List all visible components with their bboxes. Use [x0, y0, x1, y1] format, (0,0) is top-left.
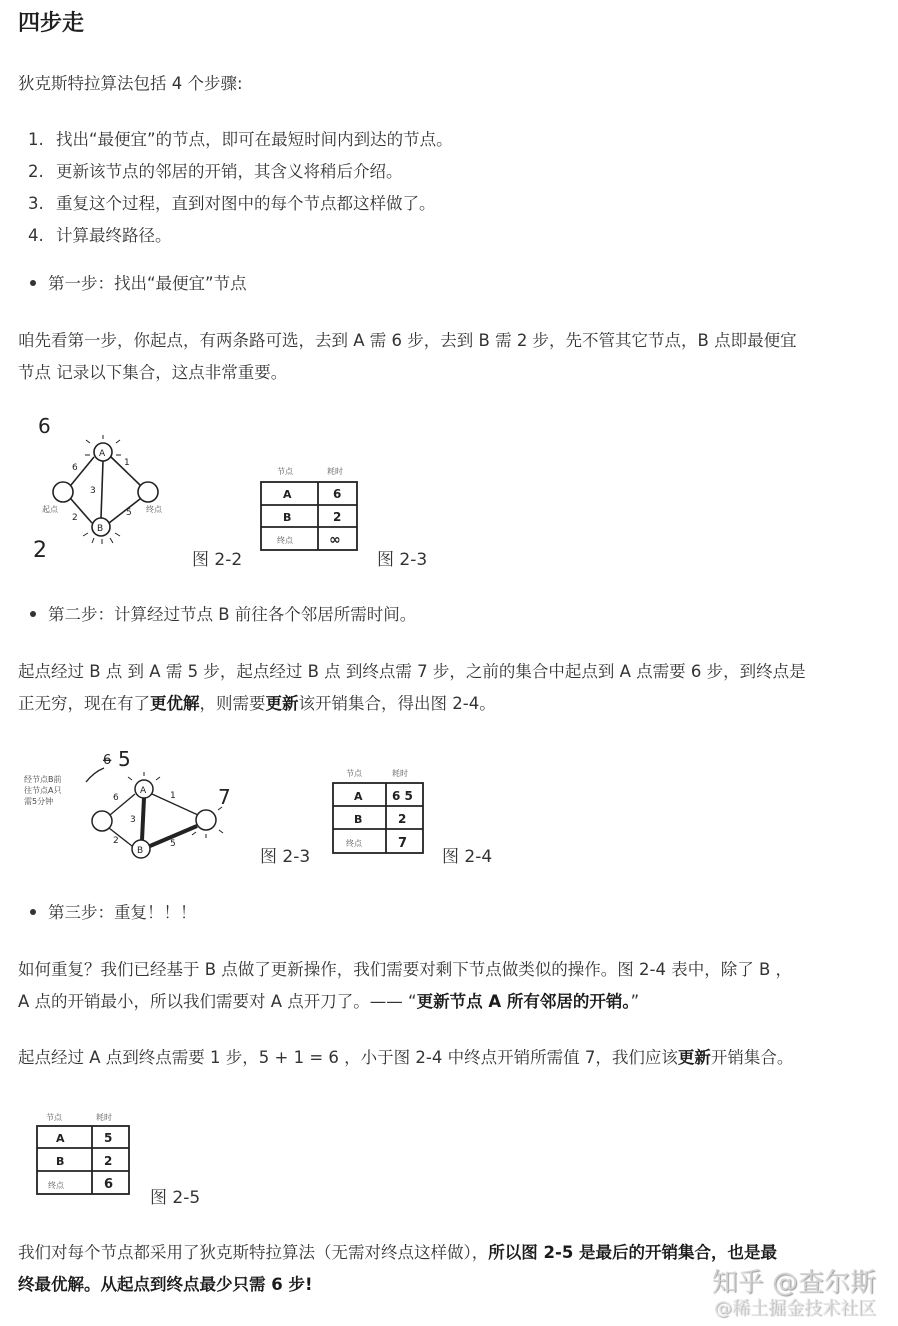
svg-text:B: B: [97, 524, 104, 534]
svg-text:6: 6: [113, 793, 119, 803]
figure-caption: 图 2-5: [150, 1188, 201, 1208]
svg-text:6: 6: [103, 753, 112, 768]
svg-text:经节点B前: 经节点B前: [24, 775, 62, 784]
svg-text:3: 3: [90, 486, 96, 496]
svg-text:2: 2: [333, 510, 342, 524]
svg-text:耗时: 耗时: [327, 467, 343, 476]
intro-text: 狄克斯特拉算法包括 4 个步骤:: [18, 74, 243, 93]
svg-text:B: B: [354, 813, 363, 826]
step1-paragraph: [18, 325, 880, 389]
svg-text:A: A: [354, 790, 363, 803]
bullet-step-3: [30, 897, 197, 929]
svg-text:A: A: [283, 488, 292, 501]
svg-text:6: 6: [333, 487, 342, 501]
svg-text:∞: ∞: [329, 532, 341, 548]
step-list-item: [28, 156, 403, 188]
step-text: 计算最终路径。: [56, 226, 172, 245]
svg-text:1: 1: [170, 791, 176, 801]
emphasis-text: 更新节点 A 所有邻居的开销。: [416, 992, 631, 1011]
emphasis-text: 更新: [265, 694, 299, 713]
cost-table-drawing: [328, 763, 430, 863]
svg-text:7: 7: [218, 785, 231, 809]
emphasis-text: 终最优解。从起点到终点最少只需 6 步!: [18, 1275, 313, 1294]
svg-text:节点: 节点: [346, 769, 362, 778]
svg-text:5: 5: [104, 1131, 113, 1145]
cost-table-drawing: [32, 1108, 137, 1200]
paragraph-line: 咱先看第一步，你起点，有两条路可选，去到 A 需 6 步，去到 B 需 2 步，先不管其它节点，B 点即最便宜: [18, 331, 797, 350]
paragraph-line: 我们对每个节点都采用了狄克斯特拉算法（无需对终点这样做），所以图 2-5 是最后的开销集合，也是最: [18, 1243, 778, 1262]
svg-text:终点: 终点: [346, 839, 362, 848]
figure-graph-2-2: [28, 415, 188, 570]
step-number: 2.: [28, 162, 44, 181]
watermark-zhihu: 知乎 @查尔斯: [711, 1268, 876, 1298]
paragraph-line: 节点 记录以下集合，这点非常重要。: [18, 363, 288, 382]
svg-text:5: 5: [126, 508, 132, 518]
svg-text:A: A: [140, 786, 147, 796]
svg-text:6: 6: [104, 1177, 114, 1192]
step2-paragraph: [18, 656, 880, 720]
figure-table-2-3: [255, 460, 365, 560]
step-number: 4.: [28, 226, 44, 245]
svg-text:2: 2: [33, 538, 47, 563]
svg-text:需5分钟: 需5分钟: [24, 797, 54, 806]
svg-text:往节点A只: 往节点A只: [24, 786, 62, 795]
svg-text:5: 5: [118, 747, 131, 771]
step-text: 更新该节点的邻居的开销，其含义将稍后介绍。: [56, 162, 403, 181]
svg-text:终点: 终点: [146, 505, 162, 514]
section-heading: 四步走: [18, 11, 85, 36]
step-text: 重复这个过程，直到对图中的每个节点都这样做了。: [56, 194, 436, 213]
svg-text:6 5: 6 5: [392, 789, 413, 803]
paragraph-line: 正无穷，现在有了更优解，则需要更新该开销集合，得出图 2-4。: [18, 694, 496, 713]
figure-table-2-4: [328, 763, 430, 863]
paragraph-line: A 点的开销最小，所以我们需要对 A 点开刀了。—— “更新节点 A 所有邻居的开销。”: [18, 992, 640, 1011]
step-list-item: [28, 188, 436, 220]
figure-caption: 图 2-3: [377, 550, 428, 570]
step3-paragraph-2: 起点经过 A 点到终点需要 1 步，5 + 1 = 6 ，小于图 2-4 中终点开销所需值 7，我们应该更新开销集合。: [18, 1048, 794, 1067]
svg-text:7: 7: [398, 836, 408, 851]
bullet-dot-icon: [30, 611, 36, 617]
step-number: 3.: [28, 194, 44, 213]
svg-text:起点: 起点: [42, 505, 58, 514]
bullet-dot-icon: [30, 280, 36, 286]
svg-text:A: A: [99, 449, 106, 459]
svg-text:B: B: [283, 511, 292, 524]
svg-text:B: B: [56, 1155, 65, 1168]
svg-text:2: 2: [113, 836, 119, 846]
emphasis-text: 更新: [677, 1048, 711, 1067]
watermark-juejin: @稀土掘金技术社区: [714, 1298, 876, 1319]
svg-text:A: A: [56, 1132, 65, 1145]
svg-text:耗时: 耗时: [392, 769, 408, 778]
step-list-item: [28, 124, 453, 156]
svg-text:终点: 终点: [48, 1181, 64, 1190]
figure-caption: 图 2-4: [442, 847, 493, 867]
emphasis-text: 所以图 2-5 是最后的开销集合，也是最: [488, 1243, 778, 1262]
emphasis-text: 更优解: [150, 694, 200, 713]
svg-text:耗时: 耗时: [96, 1113, 112, 1122]
figure-table-2-5: [32, 1108, 137, 1200]
graph-diagram-icon: [28, 415, 188, 570]
bullet-text: 第三步：重复！！！: [48, 903, 197, 922]
svg-text:B: B: [137, 846, 144, 856]
step-number: 1.: [28, 130, 44, 149]
bullet-text: 第一步：找出“最便宜”节点: [48, 274, 247, 293]
paragraph-line: 起点经过 B 点 到 A 需 5 步，起点经过 B 点 到终点需 7 步，之前的集合中起点到 A 点需要 6 步，到终点是: [18, 662, 806, 681]
paragraph-line: 如何重复？我们已经基于 B 点做了更新操作，我们需要对剩下节点做类似的操作。图 2-4 表中，除了 B ，: [18, 960, 793, 979]
figure-graph-2-3-updated: [18, 742, 253, 864]
svg-text:6: 6: [38, 415, 51, 438]
figure-caption: 图 2-2: [192, 550, 243, 570]
cost-table-drawing: [255, 460, 365, 560]
step-text: 找出“最便宜”的节点，即可在最短时间内到达的节点。: [56, 130, 453, 149]
svg-text:节点: 节点: [277, 467, 293, 476]
svg-text:2: 2: [72, 513, 78, 523]
svg-text:1: 1: [124, 458, 130, 468]
watermark: [712, 1268, 876, 1320]
bullet-step-2: [30, 599, 416, 631]
step3-paragraph-1: [18, 954, 880, 1018]
graph-diagram-icon: [18, 742, 253, 864]
svg-text:终点: 终点: [277, 536, 293, 545]
svg-text:3: 3: [130, 815, 136, 825]
bullet-text: 第二步：计算经过节点 B 前往各个邻居所需时间。: [48, 605, 417, 624]
figure-caption: 图 2-3: [260, 847, 311, 867]
svg-text:6: 6: [72, 463, 78, 473]
svg-text:5: 5: [170, 839, 176, 849]
bullet-dot-icon: [30, 909, 36, 915]
svg-text:2: 2: [398, 812, 407, 826]
bullet-step-1: [30, 268, 247, 300]
svg-text:2: 2: [104, 1154, 113, 1168]
step-list-item: [28, 220, 172, 252]
svg-text:节点: 节点: [46, 1113, 62, 1122]
